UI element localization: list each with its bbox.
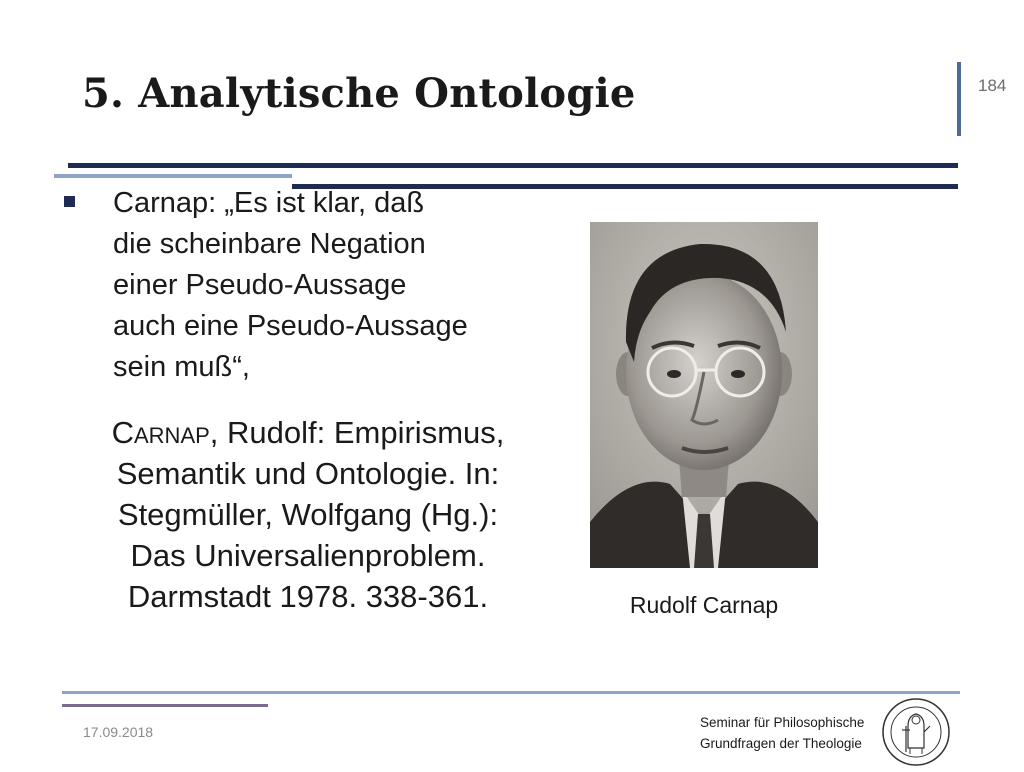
- university-seal-icon: [880, 696, 952, 768]
- citation-line-rest: , Rudolf: Empirismus,: [209, 415, 505, 450]
- photo-caption: Rudolf Carnap: [629, 592, 779, 618]
- title-rule-top: [68, 163, 958, 168]
- citation-author: Carnap: [111, 415, 210, 450]
- footer-rule: [62, 691, 960, 694]
- title-rule-accent: [54, 174, 292, 178]
- quote-line: Carnap: „Es ist klar, daß: [113, 187, 425, 219]
- footer-org-line: Grundfragen der Theologie: [700, 736, 862, 751]
- portrait-photo: [590, 222, 818, 568]
- citation-line: Stegmüller, Wolfgang (Hg.):: [117, 497, 499, 532]
- quote-line: sein muß“,: [113, 351, 250, 383]
- title-accent-bar: [957, 62, 961, 136]
- slide-title: 5. Analytische Ontologie: [82, 70, 636, 117]
- citation-line: Das Universalienproblem.: [130, 538, 486, 573]
- footer-rule-accent: [62, 704, 268, 707]
- citation-line: Semantik und Ontologie. In:: [116, 456, 500, 491]
- quote-line: die scheinbare Negation: [113, 228, 426, 260]
- citation-line: [58, 412, 558, 453]
- page-number: 184: [978, 76, 1007, 95]
- quote-bullet: [113, 183, 553, 388]
- footer-organization: [700, 712, 864, 754]
- quote-line: einer Pseudo-Aussage: [113, 269, 407, 301]
- footer-org-line: Seminar für Philosophische: [700, 715, 865, 730]
- footer-date: 17.09.2018: [83, 724, 154, 740]
- bibliographic-citation: [58, 412, 558, 617]
- bullet-square-icon: [64, 196, 75, 207]
- citation-line: Darmstadt 1978. 338-361.: [127, 579, 489, 614]
- quote-line: auch eine Pseudo-Aussage: [113, 310, 468, 342]
